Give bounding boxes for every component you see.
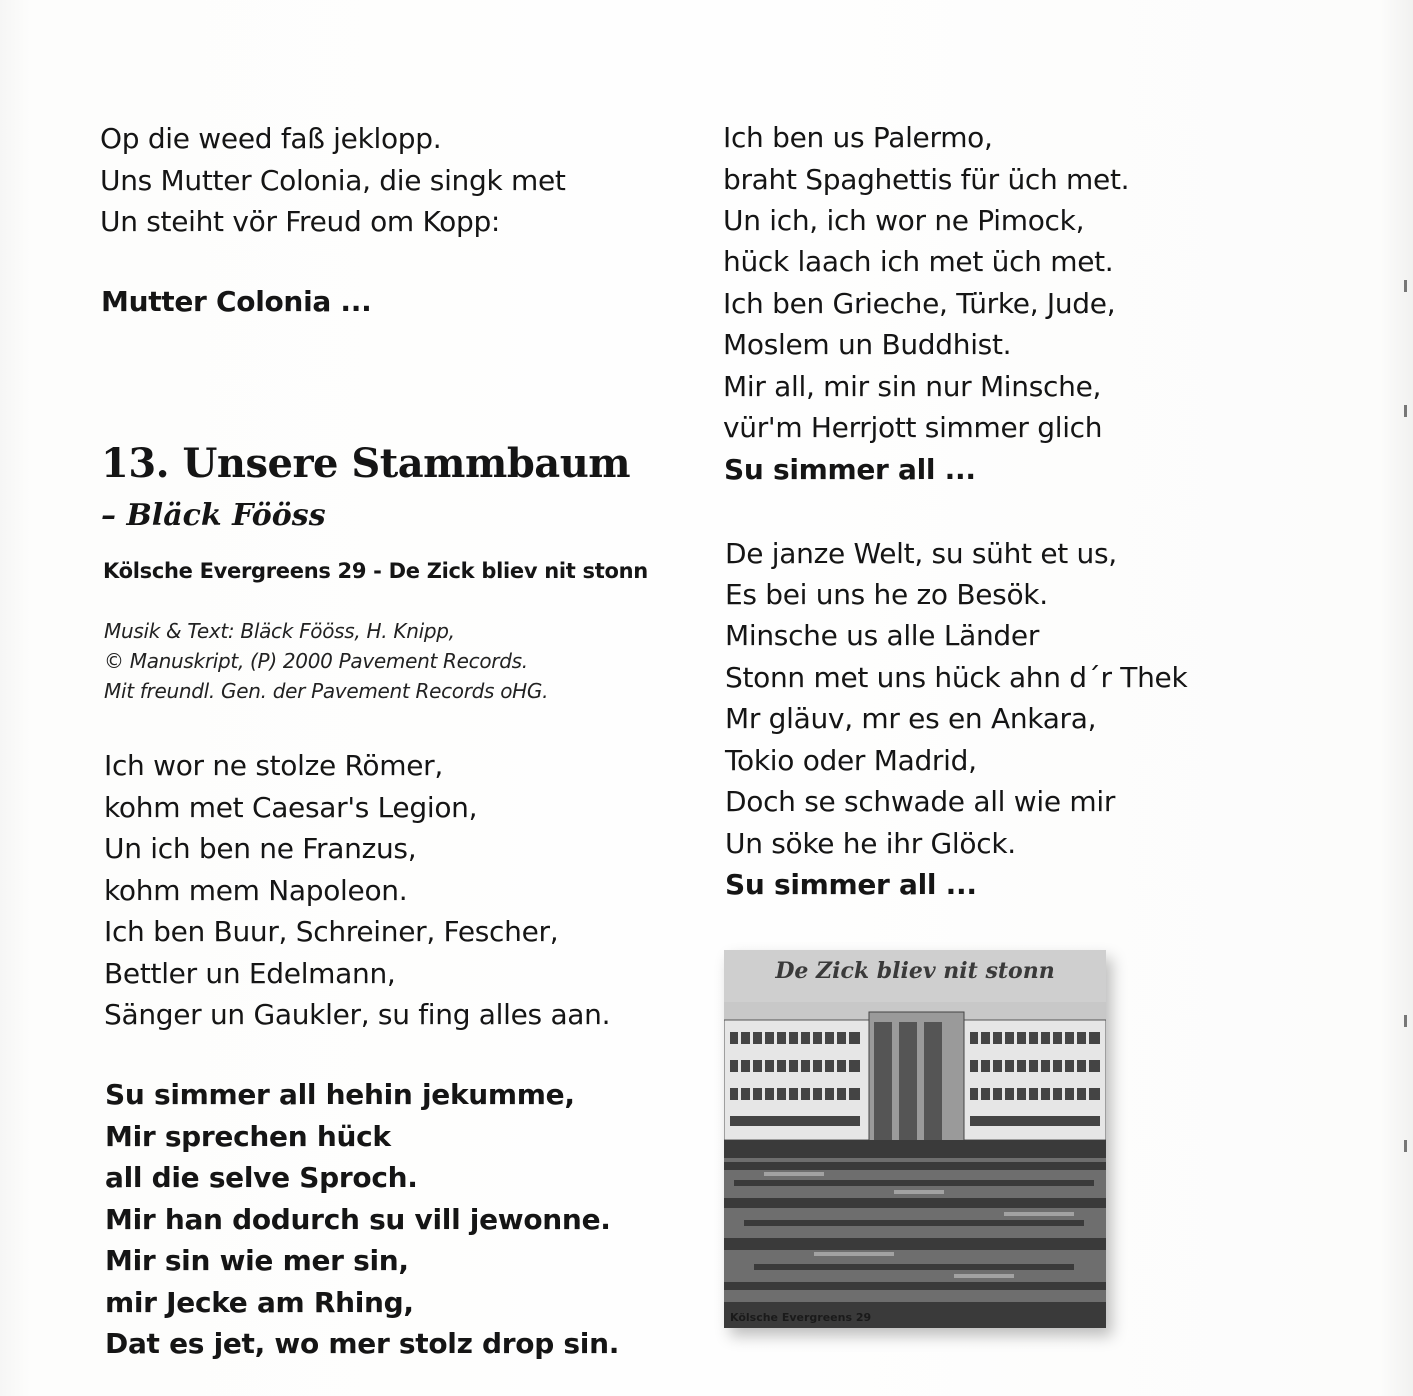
chorus-line: Su simmer all hehin jekumme,	[105, 1078, 575, 1111]
lyric-line: Un ich, ich wor ne Pimock,	[723, 204, 1085, 237]
chorus-line: Dat es jet, wo mer stolz drop sin.	[105, 1327, 620, 1360]
lyric-line: Doch se schwade all wie mir	[725, 785, 1116, 818]
chorus-line: Mir sprechen hück	[105, 1120, 391, 1153]
album-cover-image	[724, 950, 1106, 1328]
lyric-line: Un ich ben ne Franzus,	[104, 832, 417, 865]
album-name: Kölsche Evergreens 29 - De Zick bliev nit stonn	[103, 559, 648, 583]
lyric-line: Ich ben us Palermo,	[723, 121, 993, 154]
lyric-line: Ich ben Grieche, Türke, Jude,	[723, 287, 1116, 320]
refrain-reference: Su simmer all ...	[724, 453, 976, 486]
credit-line: Musik & Text: Bläck Fööss, H. Knipp,	[104, 619, 455, 643]
lyric-line: Mir all, mir sin nur Minsche,	[723, 370, 1102, 403]
lyric-line: kohm mem Napoleon.	[104, 874, 408, 907]
song-artist: – Bläck Fööss	[101, 498, 326, 533]
refrain-reference: Mutter Colonia ...	[101, 285, 372, 318]
lyric-line: Stonn met uns hück ahn d´r Thek	[725, 661, 1188, 694]
lyric-line: Ich wor ne stolze Römer,	[104, 749, 443, 782]
lyric-line: Tokio oder Madrid,	[725, 744, 977, 777]
lyric-line: Moslem un Buddhist.	[723, 328, 1012, 361]
lyric-line: Op die weed faß jeklopp.	[100, 122, 442, 155]
cover-footer: Kölsche Evergreens 29	[730, 1311, 872, 1324]
lyric-line: Sänger un Gaukler, su fing alles aan.	[104, 998, 611, 1031]
credit-line: © Manuskript, (P) 2000 Pavement Records.	[104, 649, 528, 673]
cover-title: De Zick bliev nit stonn	[775, 958, 1055, 984]
lyric-line: vür'm Herrjott simmer glich	[723, 411, 1103, 444]
song-title: 13. Unsere Stammbaum	[101, 440, 631, 487]
lyric-line: Un söke he ihr Glöck.	[725, 827, 1016, 860]
chorus-line: mir Jecke am Rhing,	[105, 1286, 414, 1319]
chorus-line: Mir sin wie mer sin,	[105, 1244, 409, 1277]
chorus-line: all die selve Sproch.	[105, 1161, 418, 1194]
credit-line: Mit freundl. Gen. der Pavement Records oHG.	[104, 679, 549, 703]
lyric-line: Es bei uns he zo Besök.	[725, 578, 1048, 611]
chorus-line: Mir han dodurch su vill jewonne.	[105, 1203, 611, 1236]
lyric-line: hück laach ich met üch met.	[723, 245, 1114, 278]
lyric-line: kohm met Caesar's Legion,	[104, 791, 478, 824]
lyric-line: Uns Mutter Colonia, die singk met	[100, 164, 566, 197]
lyric-line: Bettler un Edelmann,	[104, 957, 396, 990]
lyric-line: De janze Welt, su süht et us,	[725, 537, 1117, 570]
building-illustration	[724, 1002, 1106, 1328]
lyric-line: Ich ben Buur, Schreiner, Fescher,	[104, 915, 559, 948]
lyric-line: Minsche us alle Länder	[725, 619, 1040, 652]
refrain-reference: Su simmer all ...	[725, 868, 977, 901]
lyric-line: braht Spaghettis für üch met.	[723, 163, 1130, 196]
lyric-line: Mr gläuv, mr es en Ankara,	[725, 702, 1097, 735]
lyric-line: Un steiht vör Freud om Kopp:	[100, 205, 501, 238]
